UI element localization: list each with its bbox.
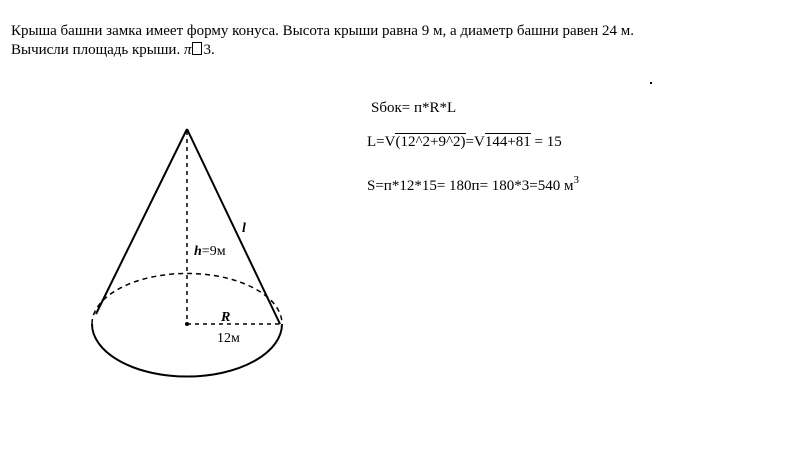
- cone-right-side: [187, 129, 280, 324]
- root-1: [385, 134, 466, 151]
- problem-line-1: Крыша башни замка имеет форму конуса. Высота крыши равна 9 м, а диаметр башни равен 24 м.: [11, 23, 635, 39]
- l-mid: =: [465, 134, 474, 150]
- radius-value: 12м: [217, 331, 240, 346]
- l-result: = 15: [530, 134, 562, 150]
- slant-label: l: [242, 221, 246, 236]
- area-text: S=п*12*15= 180п= 180*3=540 м: [367, 178, 574, 194]
- l-prefix: L=: [367, 134, 385, 150]
- radius-label: R: [221, 310, 231, 325]
- solution-formula: Sбок= п*R*L: [371, 100, 457, 116]
- cone-base-front: [92, 324, 282, 377]
- root-2: [474, 134, 531, 151]
- cone-base-center: [185, 322, 189, 326]
- height-label: [194, 244, 226, 259]
- area-exponent: 3: [573, 174, 579, 186]
- problem-line-2-end: 3.: [203, 42, 215, 58]
- solution-area: [367, 174, 579, 195]
- cone-left-side: [96, 129, 187, 314]
- root-1-sign: V: [384, 134, 396, 150]
- solution-slant-height: [367, 134, 562, 151]
- root-2-sign: V: [473, 134, 485, 150]
- root-1-radicand: (12^2+9^2): [395, 134, 466, 150]
- pi-symbol: π: [183, 42, 192, 58]
- height-value: =9м: [201, 244, 226, 259]
- height-letter: h: [194, 244, 202, 259]
- problem-line-2-text: Вычисли площадь крыши.: [11, 42, 184, 58]
- root-2-radicand: 144+81: [484, 134, 531, 150]
